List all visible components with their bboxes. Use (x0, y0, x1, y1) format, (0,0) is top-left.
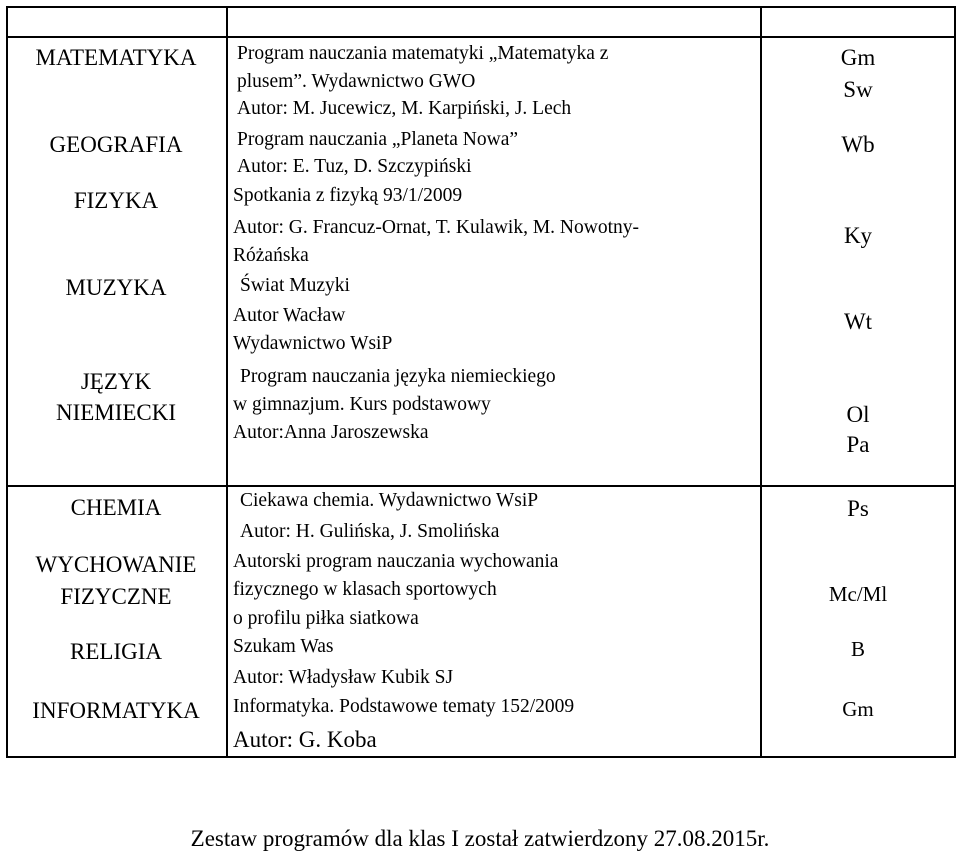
class-code: Sw (843, 77, 873, 102)
program-line: Autor Wacław (233, 305, 346, 326)
header-row-divider (6, 36, 956, 38)
program-line: Różańska (233, 245, 309, 266)
program-line: Autor: H. Gulińska, J. Smolińska (240, 521, 500, 542)
program-line: Ciekawa chemia. Wydawnictwo WsiP (240, 490, 539, 511)
program-line: Autor:Anna Jaroszewska (233, 422, 429, 443)
section-divider (6, 485, 956, 487)
class-code: Pa (846, 432, 870, 457)
column-divider-1 (226, 6, 228, 757)
program-line: Szukam Was (233, 636, 334, 657)
program-line: plusem”. Wydawnictwo GWO (237, 71, 476, 92)
table-border-bottom (6, 756, 956, 758)
table-border-top (6, 6, 956, 8)
subject-cell: MATEMATYKA (35, 45, 197, 70)
subject-cell: RELIGIA (70, 639, 162, 664)
program-line: Autor: M. Jucewicz, M. Karpiński, J. Lech (237, 98, 572, 119)
program-line: Autor: E. Tuz, D. Szczypiński (237, 156, 472, 177)
subject-cell: FIZYCZNE (60, 584, 172, 609)
program-line: Autor: G. Francuz-Ornat, T. Kulawik, M. Nowotny- (233, 217, 639, 238)
class-code: Wb (841, 132, 875, 157)
program-line: Program nauczania „Planeta Nowa” (237, 129, 518, 150)
subject-cell: CHEMIA (70, 495, 162, 520)
class-code: B (850, 637, 865, 661)
subject-cell: JĘZYK (80, 369, 152, 394)
program-line: fizycznego w klasach sportowych (233, 579, 497, 600)
program-line: Autor: Władysław Kubik SJ (233, 667, 454, 688)
program-line: Program nauczania języka niemieckiego (240, 366, 556, 387)
class-code: Ps (847, 496, 869, 521)
program-line: w gimnazjum. Kurs podstawowy (233, 394, 491, 415)
subject-cell: NIEMIECKI (55, 400, 177, 425)
approval-note: Zestaw programów dla klas I został zatwierdzony 27.08.2015r. (190, 826, 770, 851)
subject-cell: WYCHOWANIE (35, 552, 197, 577)
class-code: Mc/Ml (828, 582, 888, 606)
class-code: Gm (842, 697, 874, 721)
subject-cell: MUZYKA (65, 275, 167, 300)
subject-cell: GEOGRAFIA (49, 132, 183, 157)
class-code: Gm (840, 45, 876, 70)
subject-cell: FIZYKA (73, 188, 159, 213)
program-line: Program nauczania matematyki „Matematyka z (237, 43, 609, 64)
class-code: Ol (846, 402, 870, 427)
class-code: Wt (843, 309, 873, 334)
program-line: o profilu piłka siatkowa (233, 608, 419, 629)
program-line: Świat Muzyki (240, 275, 350, 296)
subject-cell: INFORMATYKA (32, 698, 200, 723)
program-line: Informatyka. Podstawowe tematy 152/2009 (233, 696, 575, 717)
program-line: Wydawnictwo WsiP (233, 333, 393, 354)
program-line: Autorski program nauczania wychowania (233, 551, 559, 572)
program-line: Spotkania z fizyką 93/1/2009 (233, 185, 463, 206)
program-line: Autor: G. Koba (233, 727, 377, 752)
class-code: Ky (843, 223, 873, 248)
